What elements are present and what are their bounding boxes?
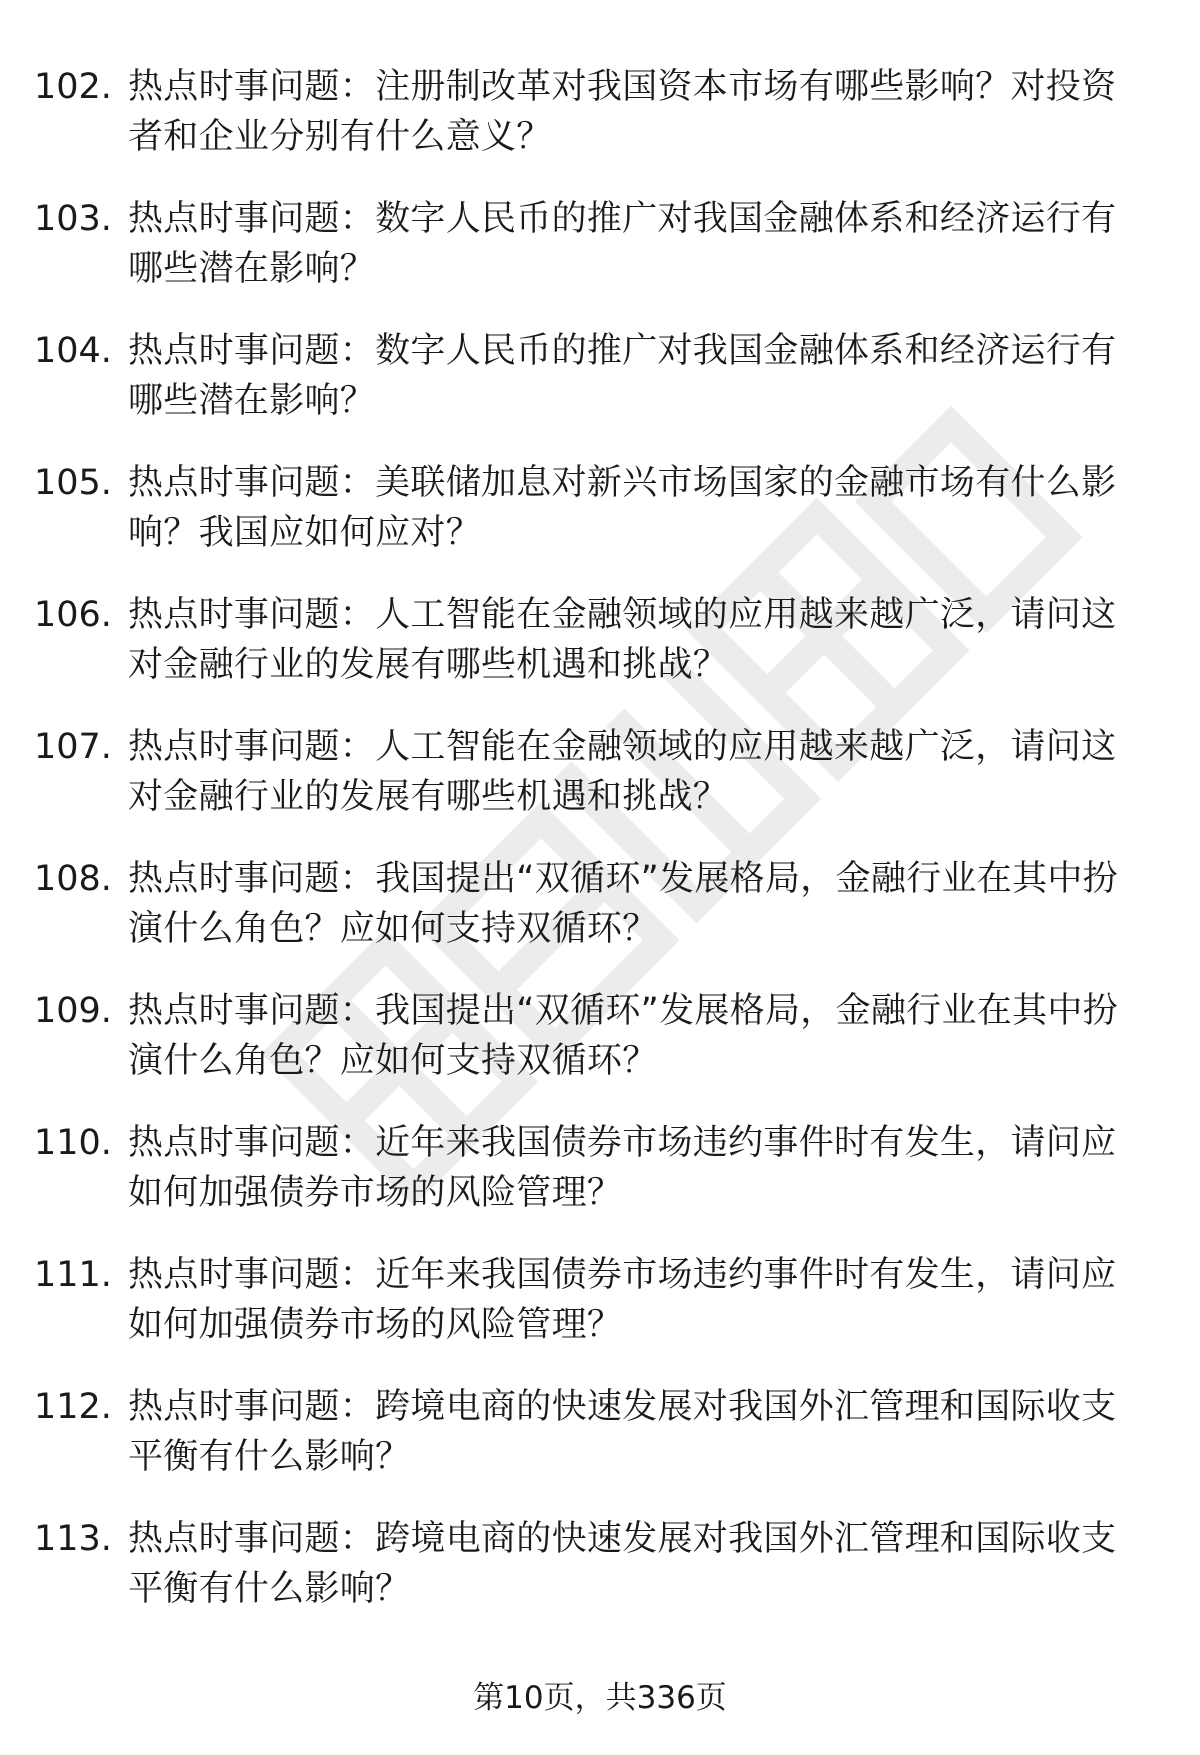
list-item: [0, 194, 1200, 326]
question-number: 108.: [34, 859, 112, 899]
question-number: 110.: [34, 1123, 112, 1163]
question-number: 112.: [34, 1387, 112, 1427]
page-number-label: 第10页，共336页: [473, 1680, 727, 1716]
question-text: 热点时事问题：跨境电商的快速发展对我国外汇管理和国际收支平衡有什么影响？: [128, 1519, 1117, 1609]
list-item: [0, 458, 1200, 590]
list-item: [0, 986, 1200, 1118]
question-number: 105.: [34, 463, 112, 503]
page-footer: [0, 1678, 1200, 1718]
question-text: 热点时事问题：人工智能在金融领域的应用越来越广泛，请问这对金融行业的发展有哪些机遇和挑战？: [128, 595, 1117, 685]
question-text: 热点时事问题：数字人民币的推广对我国金融体系和经济运行有哪些潜在影响？: [128, 331, 1117, 421]
list-item: [0, 1514, 1200, 1646]
question-list: [0, 62, 1200, 1646]
question-text: 热点时事问题：我国提出“双循环”发展格局，金融行业在其中扮演什么角色？应如何支持双循环？: [128, 859, 1118, 949]
list-item: [0, 1118, 1200, 1250]
list-item: [0, 854, 1200, 986]
question-text: 热点时事问题：近年来我国债券市场违约事件时有发生，请问应如何加强债券市场的风险管理？: [128, 1123, 1117, 1213]
question-number: 102.: [34, 67, 112, 107]
question-number: 106.: [34, 595, 112, 635]
question-number: 103.: [34, 199, 112, 239]
question-text: 热点时事问题：人工智能在金融领域的应用越来越广泛，请问这对金融行业的发展有哪些机遇和挑战？: [128, 727, 1117, 817]
question-number: 111.: [34, 1255, 112, 1295]
question-text: 热点时事问题：注册制改革对我国资本市场有哪些影响？对投资者和企业分别有什么意义？: [128, 67, 1117, 157]
question-text: 热点时事问题：近年来我国债券市场违约事件时有发生，请问应如何加强债券市场的风险管理？: [128, 1255, 1117, 1345]
question-number: 107.: [34, 727, 112, 767]
list-item: [0, 326, 1200, 458]
list-item: [0, 590, 1200, 722]
question-number: 109.: [34, 991, 112, 1031]
question-text: 热点时事问题：我国提出“双循环”发展格局，金融行业在其中扮演什么角色？应如何支持双循环？: [128, 991, 1118, 1081]
list-item: [0, 722, 1200, 854]
question-text: 热点时事问题：跨境电商的快速发展对我国外汇管理和国际收支平衡有什么影响？: [128, 1387, 1117, 1477]
question-number: 113.: [34, 1519, 112, 1559]
list-item: [0, 1250, 1200, 1382]
question-number: 104.: [34, 331, 112, 371]
list-item: [0, 62, 1200, 194]
question-text: 热点时事问题：数字人民币的推广对我国金融体系和经济运行有哪些潜在影响？: [128, 199, 1117, 289]
list-item: [0, 1382, 1200, 1514]
question-text: 热点时事问题：美联储加息对新兴市场国家的金融市场有什么影响？我国应如何应对？: [128, 463, 1117, 553]
